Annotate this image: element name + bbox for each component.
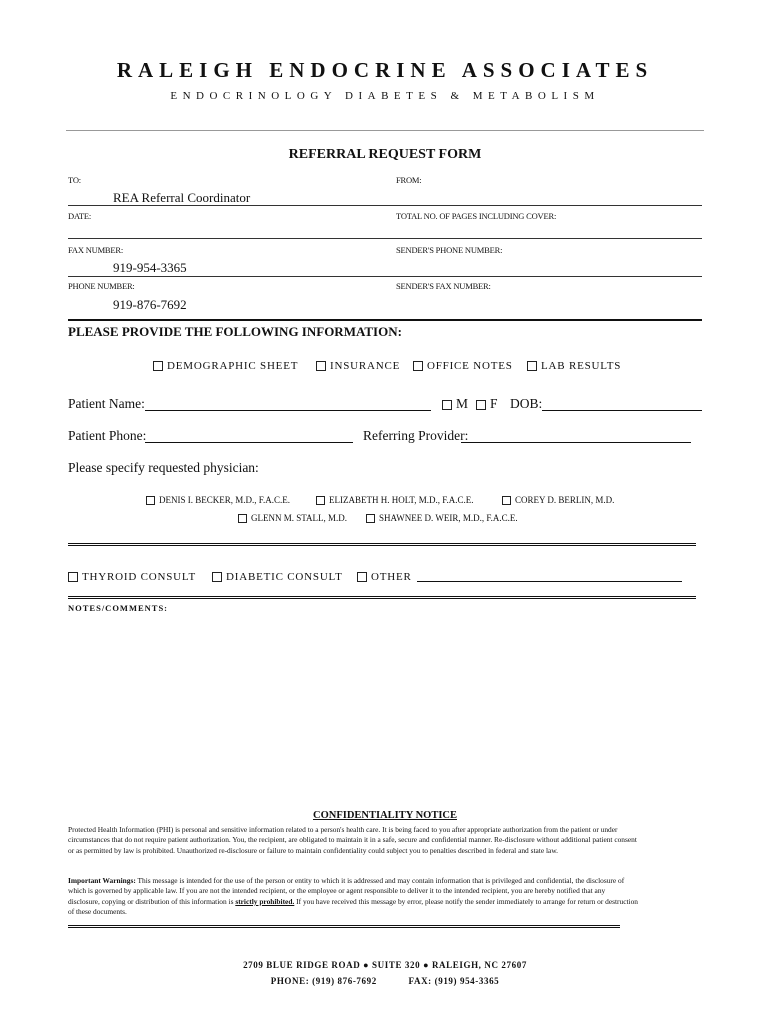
to-rule xyxy=(68,205,702,206)
sex-f-option[interactable] xyxy=(476,396,498,412)
check-label: LAB RESULTS xyxy=(541,360,622,372)
footer-rule xyxy=(68,925,620,928)
phone-label: PHONE NUMBER: xyxy=(68,281,135,291)
strict-text: strictly prohibited. xyxy=(235,896,295,906)
notes-label: NOTES/COMMENTS: xyxy=(68,603,169,613)
physician-berlin[interactable] xyxy=(502,495,614,505)
date-label: DATE: xyxy=(68,211,92,221)
checkbox-icon[interactable] xyxy=(502,496,511,505)
footer-fax: FAX: (919) 954-3365 xyxy=(408,976,500,986)
sex-m-option[interactable] xyxy=(442,396,468,412)
other-field[interactable] xyxy=(417,570,682,582)
check-insurance[interactable] xyxy=(316,360,400,372)
checkbox-icon[interactable] xyxy=(413,361,423,371)
physician-weir[interactable] xyxy=(366,513,518,523)
checkbox-icon[interactable] xyxy=(238,514,247,523)
patient-phone-field[interactable] xyxy=(145,429,353,443)
section-rule xyxy=(68,319,702,321)
checkbox-icon[interactable] xyxy=(476,400,486,410)
consult-label: OTHER xyxy=(371,571,412,583)
to-value[interactable]: REA Referral Coordinator xyxy=(113,190,251,205)
check-label: INSURANCE xyxy=(330,360,401,372)
notes-top-rule xyxy=(68,596,696,599)
dob-label: DOB: xyxy=(510,396,543,411)
sex-m-label: M xyxy=(456,396,469,411)
form-title: REFERRAL REQUEST FORM xyxy=(288,147,482,162)
checkbox-icon[interactable] xyxy=(442,400,452,410)
checkbox-icon[interactable] xyxy=(316,361,326,371)
to-label: TO: xyxy=(68,175,81,185)
checkbox-icon[interactable] xyxy=(146,496,155,505)
patient-name-field[interactable] xyxy=(145,397,431,411)
dob-field[interactable] xyxy=(542,397,702,411)
checkbox-icon[interactable] xyxy=(153,361,163,371)
date-rule xyxy=(68,238,702,239)
sex-f-label: F xyxy=(490,396,498,411)
consult-thyroid[interactable] xyxy=(68,571,196,583)
sender-fax-label: SENDER'S FAX NUMBER: xyxy=(396,281,491,291)
org-name: RALEIGH ENDOCRINE ASSOCIATES xyxy=(116,58,654,82)
checkbox-icon[interactable] xyxy=(357,572,367,582)
fax-rule xyxy=(68,276,702,277)
patient-name-label: Patient Name: xyxy=(68,396,145,411)
notice-title: CONFIDENTIALITY NOTICE xyxy=(312,810,457,821)
consult-other[interactable] xyxy=(357,571,412,583)
warn-label: Important Warnings: xyxy=(68,876,136,885)
patient-phone-label: Patient Phone: xyxy=(68,428,147,443)
physician-label: GLENN M. STALL, M.D. xyxy=(251,513,348,523)
check-label: OFFICE NOTES xyxy=(427,360,513,372)
warn-text-b: If you have received this message by error, please notify the sender immediately to arrange for return or destruction of these documents. xyxy=(68,896,638,917)
checkbox-icon[interactable] xyxy=(68,572,78,582)
checkbox-icon[interactable] xyxy=(316,496,325,505)
physician-stall[interactable] xyxy=(238,513,347,523)
physician-label: DENIS I. BECKER, M.D., F.A.C.E. xyxy=(159,495,291,505)
checkbox-icon[interactable] xyxy=(527,361,537,371)
checkbox-icon[interactable] xyxy=(366,514,375,523)
check-lab-results[interactable] xyxy=(527,360,621,372)
physician-label: SHAWNEE D. WEIR, M.D., F.A.C.E. xyxy=(379,513,518,523)
consult-diabetic[interactable] xyxy=(212,571,343,583)
physician-label: ELIZABETH H. HOLT, M.D., F.A.C.E. xyxy=(329,495,474,505)
physician-holt[interactable] xyxy=(316,495,474,505)
phone-value[interactable]: 919-876-7692 xyxy=(113,297,187,312)
referring-provider-label: Referring Provider: xyxy=(363,428,469,443)
notice-para2 xyxy=(68,876,638,918)
from-label: FROM: xyxy=(396,175,422,185)
consult-top-rule xyxy=(68,543,696,546)
physician-label: COREY D. BERLIN, M.D. xyxy=(515,495,615,505)
total-pages-label: TOTAL NO. OF PAGES INCLUDING COVER: xyxy=(396,211,557,221)
info-heading: PLEASE PROVIDE THE FOLLOWING INFORMATION: xyxy=(68,324,402,339)
notice-para1: Protected Health Information (PHI) is personal and sensitive information related to a person's health care. It is being faced to you after appropriate authorization from the patient or under circumstances that do not require patient authorization. You, the recipient, are obligated to maintain it in a safe, secure and confidential manner. Re-disclosure without additional patient consent or as permitted by law is prohibited. Unauthorized re-disclosure or failure to maintain confidentiality could subject you to penalties described in federal and state law. xyxy=(68,825,637,855)
consult-label: DIABETIC CONSULT xyxy=(226,571,343,583)
org-tagline: ENDOCRINOLOGY DIABETES & METABOLISM xyxy=(170,90,600,102)
warn-text-a: This message is intended for the use of the person or entity to which it is addressed and may contain information that is privileged and confidential, the disclosure of which is governed by applicable law. If you are not the intended recipient, or the employee or agent responsible to deliver it to the intended recipient, you are hereby notified that any disclosure, copying or distribution of this information is xyxy=(68,876,625,906)
header-divider xyxy=(66,130,704,131)
footer-contact xyxy=(0,976,770,986)
referring-provider-field[interactable] xyxy=(461,429,691,443)
checkbox-icon[interactable] xyxy=(212,572,222,582)
footer-address: 2709 BLUE RIDGE ROAD ● SUITE 320 ● RALEIGH, NC 27607 xyxy=(243,960,527,970)
notes-area[interactable] xyxy=(68,618,696,803)
check-label: DEMOGRAPHIC SHEET xyxy=(167,360,299,372)
physician-becker[interactable] xyxy=(146,495,290,505)
sender-phone-label: SENDER'S PHONE NUMBER: xyxy=(396,245,503,255)
consult-label: THYROID CONSULT xyxy=(82,571,196,583)
footer-phone: PHONE: (919) 876-7692 xyxy=(270,976,377,986)
check-office-notes[interactable] xyxy=(413,360,513,372)
physician-prompt: Please specify requested physician: xyxy=(68,460,259,475)
fax-label: FAX NUMBER: xyxy=(68,245,124,255)
fax-value[interactable]: 919-954-3365 xyxy=(113,260,187,275)
check-demographic[interactable] xyxy=(153,360,298,372)
